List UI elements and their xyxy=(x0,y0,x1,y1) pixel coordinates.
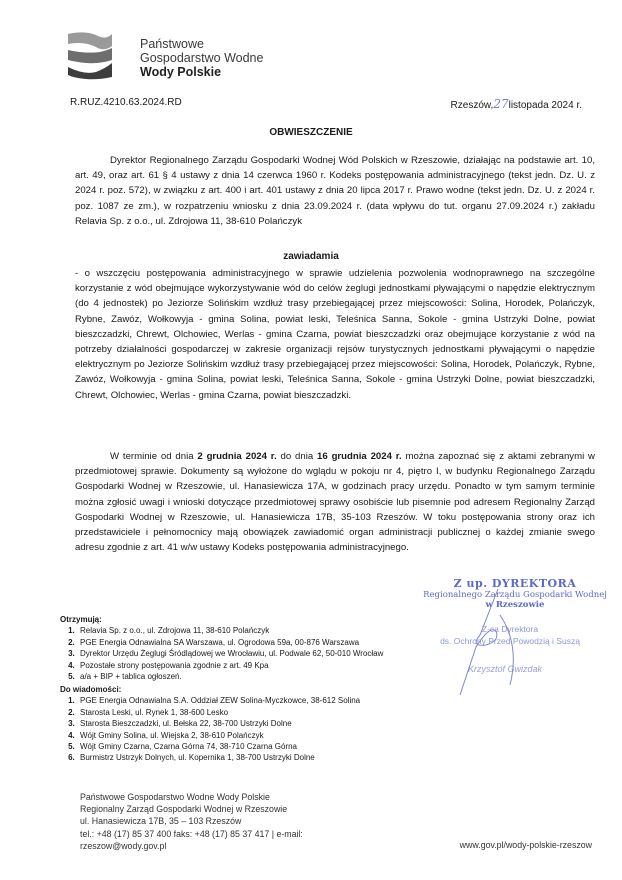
terms-text-3: można zapoznać się z aktami zebranymi w przedmiotowej sprawie. Dokumenty są wyłożone do wglądu w pokoju nr 4, piętro I, w budynku Regionalnego Zarządu Gospodarki Wodnej w Rzeszowie, ul. Hanasiewicza 17A, w godzinach pracy urzędu. Ponadto w tym samym terminie można zgłosić uwagi i wnioski dotyczące przedmiotowej sprawy osobiście lub pisemnie pod adresem Regionalny Zarząd Gospodarki Wodnej w Rzeszowie, ul. Hanasiewicza 17B, 35-103 Rzeszów. W toku postępowania strony oraz ich przedstawiciele i pełnomocnicy mają obowiązek zawiadomić organ administracji publicznej o każdej zmianie swego adresu zgodnie z art. 41 w/w ustawy Kodeks postępowania administracyjnego. xyxy=(75,451,595,554)
terms-text-1: W terminie od dnia xyxy=(110,451,198,462)
logo-line-2: Gospodarstwo Wodne xyxy=(140,51,264,65)
handwritten-day: 27 xyxy=(493,97,509,111)
signatory-name: Krzysztof Gwizdak xyxy=(467,664,543,674)
notice-paragraph: - o wszczęciu postępowania administracyjnego w sprawie udzielenia pozwolenia wodnoprawnego na szczególne korzystanie z wód obejmujące wykorzystywanie wód do celów żeglugi jednostkami pływającymi o napędzie elektrycznym (do 4 jednostek) po Jeziorze Solińskim wzdłuż trasy przebiegającej przez miejscowości: Solina, Horodek, Polańczyk, Rybne, Zawóz, Wołkowyja - gmina Solina, powiat leski, Teleśnica Sanna, Sokole - gmina Ustrzyki Dolne, powiat bieszczadzki, Chrewt, Olchowiec, Werlas - gmina Czarna, powiat bieszczadzki oraz obejmujące korzystanie z wód na potrzeby działalności gospodarczej w zakresie organizacji rejsów turystycznych jednostkami pływającymi o napędzie elektrycznym po Jeziorze Solińskim wzdłuż trasy przebiegającej przez miejscowości: Solina, Horodek, Polańczyk, Rybne, Zawóz, Wołkowyja - gmina Solina, powiat leski, Teleśnica Sanna, Sokole - gmina Ustrzyki Dolne, powiat bieszczadzki, Chrewt, Olchowiec, Werlas - gmina Czarna, powiat bieszczadzki. xyxy=(75,268,595,401)
date-rest: listopada 2024 r. xyxy=(508,100,582,111)
terms-text-2: do dnia xyxy=(276,451,318,462)
logo-text xyxy=(140,37,263,79)
for-information-list xyxy=(60,684,360,764)
list-item: 4. Wójt Gminy Solina, ul. Wiejska 2, 38-610 Polańczyk xyxy=(77,730,360,741)
subtitle: zawiadamia xyxy=(283,251,339,262)
date-from: 2 grudnia 2024 r. xyxy=(197,451,277,462)
footer-address xyxy=(80,791,303,852)
stamp-line-1: Z up. DYREKTORA xyxy=(453,577,577,590)
list-item: 6. Burmistrz Ustrzyk Dolnych, ul. Kopernika 1, 38-700 Ustrzyki Dolne xyxy=(77,752,360,763)
recipients-list xyxy=(60,614,383,682)
footer-line: tel.: +48 (17) 85 37 400 faks: +48 (17) 85 37 417 | e-mail: xyxy=(80,828,303,839)
terms-paragraph xyxy=(75,449,595,555)
list-item: 1. PGE Energia Odnawialna S.A. Oddział ZEW Solina-Myczkowce, 38-612 Solina xyxy=(77,695,360,706)
list-item: 3. Starosta Bieszczadzki, ul. Bełska 22, 38-700 Ustrzyki Dolne xyxy=(77,718,360,729)
logo-line-3: Wody Polskie xyxy=(140,65,222,79)
stamp-line-3: w Rzeszowie xyxy=(485,600,545,610)
place: Rzeszów, xyxy=(450,100,494,111)
list-item: 2. Starosta Leski, ul. Rynek 1, 38-600 Lesko xyxy=(77,707,360,718)
for-information-heading: Do wiadomości: xyxy=(60,685,122,694)
list-item: 5. a/a + BIP + tablica ogłoszeń. xyxy=(77,671,383,682)
list-item: 5. Wójt Gminy Czarna, Czarna Górna 74, 38-710 Czarna Górna xyxy=(77,741,360,752)
date-to: 16 grudnia 2024 r. xyxy=(317,451,402,462)
stamp-line-2: Regionalnego Zarządu Gospodarki Wodnej xyxy=(423,590,607,600)
wody-polskie-logo-icon xyxy=(66,30,126,80)
handwritten-signature-icon xyxy=(440,585,550,705)
role-line-1: Z-ca Dyrektora xyxy=(481,624,539,634)
role-line-2: ds. Ochrony Przed Powodzią i Suszą xyxy=(440,636,580,646)
footer-line: ul. Hanasiewicza 17B, 35 – 103 Rzeszów xyxy=(80,816,242,827)
intro-paragraph: Dyrektor Regionalnego Zarządu Gospodarki Wodnej Wód Polskich w Rzeszowie, działając na podstawie art. 10, art. 49, oraz art. 61 § 4 ustawy z dnia 14 czerwca 1960 r. Kodeks postępowania administracyjnego (tekst jedn. Dz. U. z 2024 r. poz. 572), w związku z art. 400 i art. 401 ustawy z dnia 20 lipca 2017 r. Prawo wodne (tekst jedn. Dz. U. z 2024 r. poz. 1087 ze zm.), w rozpatrzeniu wniosku z dnia 23.09.2024 r. (data wpływu do tut. organu 27.09.2024 r.) zakładu Relavia Sp. z o.o., ul. Zdrojowa 11, 38-610 Polańczyk xyxy=(75,155,595,227)
footer-line: Regionalny Zarząd Gospodarki Wodnej w Rzeszowie xyxy=(80,804,288,815)
footer-email[interactable]: rzeszow@wody.gov.pl xyxy=(80,840,167,851)
recipients-heading: Otrzymują: xyxy=(60,615,102,624)
logo-line-1: Państwowe xyxy=(140,37,204,51)
document-title: OBWIESZCZENIE xyxy=(269,127,353,138)
list-item: 3. Dyrektor Urzędu Żeglugi Śródlądowej we Wrocławiu, ul. Podwale 62, 50-010 Wrocław xyxy=(77,648,383,659)
footer-line: Państwowe Gospodarstwo Wodne Wody Polskie xyxy=(80,792,270,802)
footer-website-link[interactable]: www.gov.pl/wody-polskie-rzeszow xyxy=(459,840,592,850)
reference-number: R.RUZ.4210.63.2024.RD xyxy=(70,97,182,108)
place-date xyxy=(451,97,582,111)
list-item: 4. Pozostałe strony postępowania zgodnie z art. 49 Kpa xyxy=(77,660,383,671)
list-item: 1. Relavia Sp. z o.o., ul. Zdrojowa 11, 38-610 Polańczyk xyxy=(77,625,383,636)
list-item: 2. PGE Energia Odnawialna SA Warszawa, ul. Ogrodowa 59a, 00-876 Warszawa xyxy=(77,637,383,648)
